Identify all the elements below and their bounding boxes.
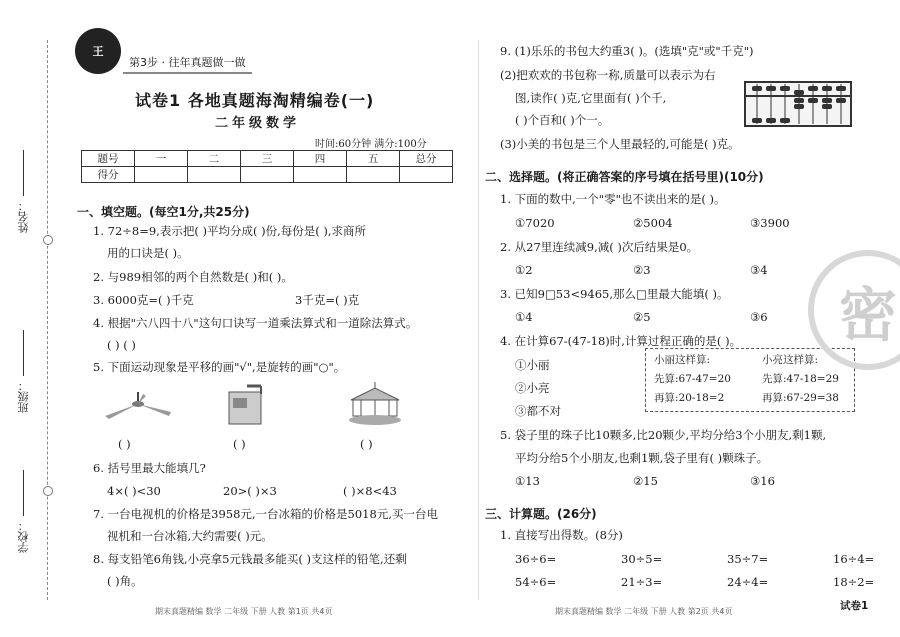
question-text: 8. 每支铅笔6角钱,小亮拿5元钱最多能买( )支这样的铅笔,还剩 bbox=[93, 552, 407, 566]
step-label: 第3步 · 往年真题做一做 bbox=[123, 52, 252, 74]
option[interactable]: ②3 bbox=[633, 263, 651, 277]
question-text: 3. 已知9□53<9465,那么□里最大能填( )。 bbox=[500, 287, 729, 301]
calculation-box bbox=[645, 348, 855, 412]
question-text: (3)小美的书包是三个人里最轻的,可能是( )克。 bbox=[500, 137, 740, 151]
answer-blank[interactable]: ( ) bbox=[233, 437, 246, 451]
machine-icon bbox=[225, 382, 269, 428]
question-text: ( )个百和( )个一。 bbox=[515, 113, 610, 127]
calc-item[interactable]: 18÷2= bbox=[833, 575, 875, 589]
name-field[interactable] bbox=[16, 150, 32, 233]
option[interactable]: ③4 bbox=[750, 263, 768, 277]
table-row: 得分 bbox=[82, 167, 453, 183]
score-cell[interactable] bbox=[400, 167, 453, 183]
option[interactable]: ①13 bbox=[515, 474, 540, 488]
score-cell[interactable] bbox=[135, 167, 188, 183]
option[interactable]: ②5 bbox=[633, 310, 651, 324]
question-text: 4×( )<30 bbox=[107, 484, 161, 498]
score-table bbox=[81, 150, 453, 183]
calc-item[interactable]: 36÷6= bbox=[515, 552, 557, 566]
carousel-icon bbox=[345, 380, 405, 428]
question-text: (2)把欢欢的书包称一称,质量可以表示为右 bbox=[500, 68, 716, 82]
calc-item[interactable]: 16÷4= bbox=[833, 552, 875, 566]
table-row: 题号 一 二 三 四 五 总分 bbox=[82, 151, 453, 167]
confidential-stamp-icon: 密 bbox=[808, 250, 900, 370]
option[interactable]: ①小丽 bbox=[515, 358, 550, 372]
exam-title: 试卷1 各地真题海淘精编卷(一) bbox=[135, 91, 375, 110]
box-step: 再算:20-18=2 bbox=[654, 392, 725, 404]
box-heading: 小亮这样算: bbox=[762, 354, 819, 366]
question-text: 1. 72÷8=9,表示把( )平均分成( )份,每份是( ),求商所 bbox=[93, 224, 367, 238]
option[interactable]: ③都不对 bbox=[515, 404, 561, 418]
question-text: 5. 袋子里的珠子比10颗多,比20颗少,平均分给3个小朋友,剩1颗, bbox=[500, 428, 827, 442]
question-text: 7. 一台电视机的价格是3958元,一台冰箱的价格是5018元,买一台电 bbox=[93, 507, 438, 521]
calc-item[interactable]: 24÷4= bbox=[727, 575, 769, 589]
box-step: 再算:67-29=38 bbox=[762, 392, 839, 404]
answer-blanks[interactable]: ( ) ( ) bbox=[107, 338, 136, 352]
option[interactable]: ①2 bbox=[515, 263, 533, 277]
question-text: 4. 根据"六八四十八"这句口诀写一道乘法算式和一道除法算式。 bbox=[93, 316, 418, 330]
option[interactable]: ②5004 bbox=[633, 216, 673, 230]
name-label: 姓名： bbox=[17, 200, 30, 233]
page-footer: 期末真题精编 数学 二年级 下册 人教 第2页 共4页 bbox=[555, 607, 733, 616]
brand-logo-icon: 王 bbox=[75, 28, 121, 74]
answer-blank[interactable]: ( ) bbox=[118, 437, 131, 451]
time-info: 时间:60分钟 满分:100分 bbox=[315, 139, 427, 150]
ceiling-fan-icon bbox=[103, 384, 173, 424]
exam-subtitle: 二年级数学 bbox=[215, 116, 301, 131]
binding-hole bbox=[43, 486, 53, 496]
class-field[interactable] bbox=[16, 330, 32, 413]
score-cell[interactable] bbox=[347, 167, 400, 183]
box-heading: 小丽这样算: bbox=[654, 354, 711, 366]
option[interactable]: ③6 bbox=[750, 310, 768, 324]
option[interactable]: ②小亮 bbox=[515, 381, 550, 395]
class-label: 班级： bbox=[17, 380, 30, 413]
question-text: 2. 从27里连续减9,减( )次后结果是0。 bbox=[500, 240, 699, 254]
option[interactable]: ②15 bbox=[633, 474, 658, 488]
option[interactable]: ③3900 bbox=[750, 216, 790, 230]
option[interactable]: ①4 bbox=[515, 310, 533, 324]
question-text: 20>( )×3 bbox=[223, 484, 277, 498]
question-text: 视机和一台冰箱,大约需要( )元。 bbox=[107, 529, 273, 543]
school-field[interactable] bbox=[16, 470, 32, 553]
question-text: 平均分给5个小朋友,也剩1颗,袋子里有( )颗珠子。 bbox=[515, 451, 769, 465]
school-label: 学校： bbox=[17, 520, 30, 553]
option[interactable]: ①7020 bbox=[515, 216, 555, 230]
calc-item[interactable]: 54÷6= bbox=[515, 575, 557, 589]
calc-item[interactable]: 35÷7= bbox=[727, 552, 769, 566]
question-text: 1. 下面的数中,一个"零"也不读出来的是( )。 bbox=[500, 192, 726, 206]
question-text: 2. 与989相邻的两个自然数是( )和( )。 bbox=[93, 270, 293, 284]
question-text: ( )×8<43 bbox=[343, 484, 397, 498]
question-text: 9. (1)乐乐的书包大约重3( )。(选填"克"或"千克") bbox=[500, 44, 754, 58]
question-text: 4. 在计算67-(47-18)时,计算过程正确的是( )。 bbox=[500, 334, 742, 348]
question-text: 3千克=( )克 bbox=[295, 293, 360, 307]
abacus-icon bbox=[743, 80, 853, 128]
score-cell[interactable] bbox=[294, 167, 347, 183]
question-text: 6. 括号里最大能填几? bbox=[93, 461, 206, 475]
binding-margin bbox=[0, 0, 75, 637]
calc-item[interactable]: 30÷5= bbox=[621, 552, 663, 566]
score-cell[interactable] bbox=[241, 167, 294, 183]
box-step: 先算:47-18=29 bbox=[762, 373, 839, 385]
left-page bbox=[75, 0, 470, 637]
question-text: 3. 6000克=( )千克 bbox=[93, 293, 194, 307]
page-footer: 期末真题精编 数学 二年级 下册 人教 第1页 共4页 bbox=[155, 607, 333, 616]
exam-badge: 试卷1 bbox=[840, 600, 869, 612]
option[interactable]: ③16 bbox=[750, 474, 775, 488]
question-text: 5. 下面运动现象是平移的画"√",是旋转的画"○"。 bbox=[93, 360, 346, 374]
section-heading: 三、计算题。(26分) bbox=[485, 507, 597, 521]
binding-hole bbox=[43, 235, 53, 245]
page-separator bbox=[478, 40, 479, 600]
score-cell[interactable] bbox=[188, 167, 241, 183]
section-heading: 一、填空题。(每空1分,共25分) bbox=[77, 205, 250, 219]
question-text: ( )角。 bbox=[107, 574, 143, 588]
section-heading: 二、选择题。(将正确答案的序号填在括号里)(10分) bbox=[485, 170, 764, 184]
answer-blank[interactable]: ( ) bbox=[360, 437, 373, 451]
question-text: 图,读作( )克,它里面有( )个千, bbox=[515, 91, 667, 105]
question-text: 用的口诀是( )。 bbox=[107, 246, 189, 260]
question-text: 1. 直接写出得数。(8分) bbox=[500, 528, 623, 542]
calc-item[interactable]: 21÷3= bbox=[621, 575, 663, 589]
box-step: 先算:67-47=20 bbox=[654, 373, 731, 385]
cut-line bbox=[47, 40, 48, 600]
